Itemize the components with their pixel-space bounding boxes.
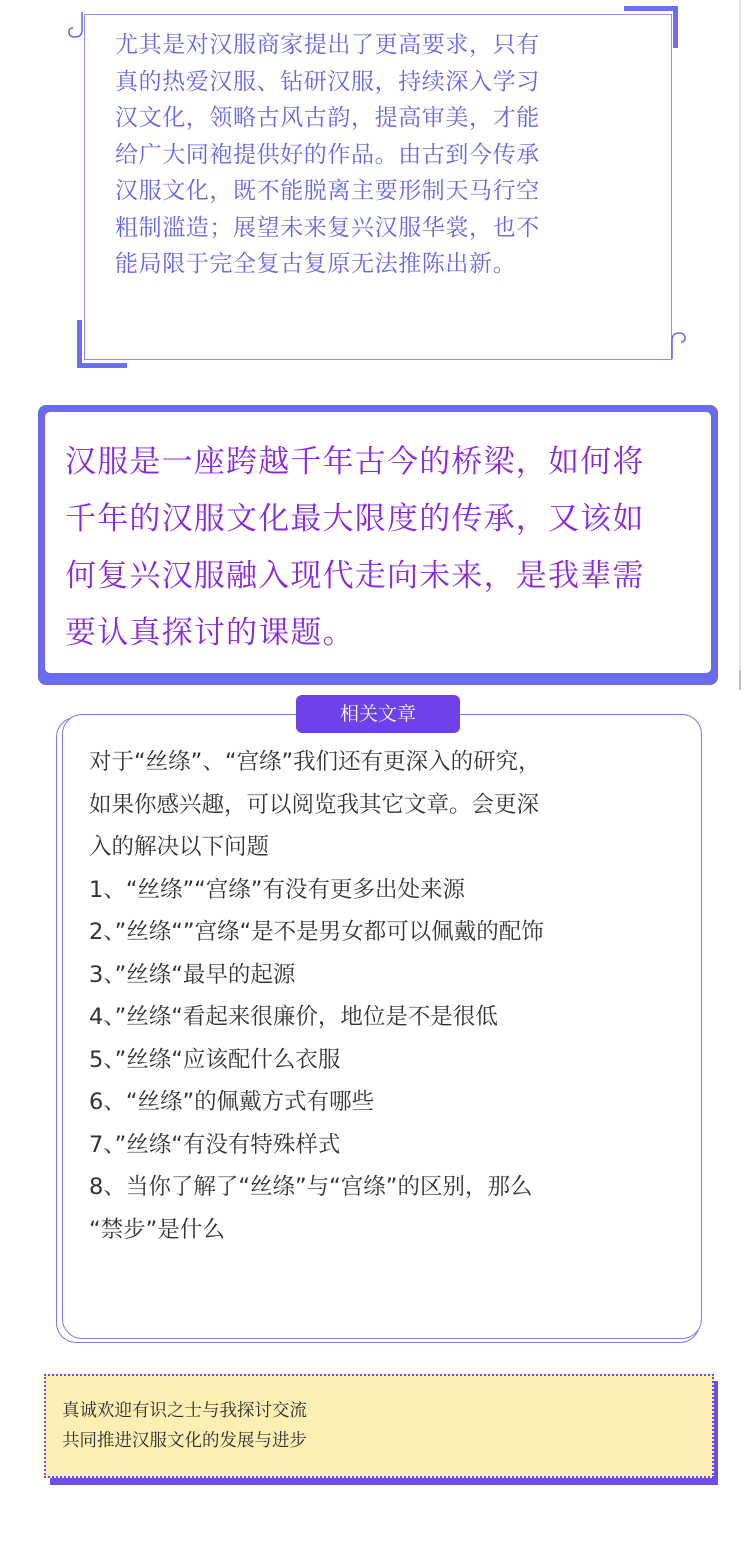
related-line: 如果你感兴趣，可以阅览我其它文章。会更深 — [89, 791, 540, 818]
curl-ornament-icon — [64, 10, 88, 40]
highlight-line: 要认真探讨的课题。 — [65, 615, 355, 651]
closing-note — [44, 1374, 714, 1478]
scroll-thumb[interactable] — [739, 670, 741, 690]
related-item: 7、”丝绦“有没有特殊样式 — [89, 1131, 341, 1158]
note-line: 真诚欢迎有识之士与我探讨交流 — [62, 1401, 307, 1421]
quote-line: 汉文化，领略古风古韵，提高审美，才能 — [115, 105, 540, 131]
related-line: 对于“丝绦”、“宫绦”我们还有更深入的研究， — [89, 749, 541, 775]
quote-line: 给广大同袍提供好的作品。由古到今传承 — [115, 141, 540, 168]
related-articles-tag[interactable]: 相关文章 — [296, 695, 460, 733]
related-item: 4、”丝绦“看起来很廉价，地位是不是很低 — [89, 1004, 498, 1030]
quote-line: 能局限于完全复古复原无法推陈出新。 — [115, 251, 517, 277]
quote-line: 汉服文化，既不能脱离主要形制天马行空 — [115, 178, 540, 204]
scroll-track — [739, 0, 741, 685]
related-item: 8、当你了解了“丝绦”与“宫绦”的区别，那么 — [89, 1174, 533, 1200]
quote-text — [115, 27, 655, 283]
corner-accent-top-right — [673, 6, 678, 48]
highlight-line: 汉服是一座跨越千年古今的桥梁，如何将 — [65, 444, 645, 480]
related-item: 2、”丝绦“”宫绦“是不是男女都可以佩戴的配饰 — [89, 919, 544, 945]
quote-line: 真的热爱汉服、钻研汉服，持续深入学习 — [115, 68, 540, 95]
corner-accent-top-right-h — [624, 6, 678, 11]
curl-ornament-icon — [666, 327, 690, 361]
quote-frame — [84, 14, 672, 360]
highlight-frame — [38, 405, 718, 685]
highlight-text — [65, 434, 695, 662]
highlight-line: 千年的汉服文化最大限度的传承，又该如 — [65, 501, 645, 537]
note-text — [62, 1396, 307, 1456]
related-item: 5、”丝绦“应该配什么衣服 — [89, 1046, 341, 1073]
related-articles-box — [62, 714, 702, 1339]
related-item: “禁步”是什么 — [89, 1216, 225, 1243]
quote-line: 粗制滥造；展望未来复兴汉服华裳，也不 — [115, 214, 540, 241]
highlight-inner — [45, 412, 711, 673]
related-item: 1、“丝绦”“宫绦”有没有更多出处来源 — [89, 876, 465, 903]
related-text — [89, 741, 689, 1251]
quote-line: 尤其是对汉服商家提出了更高要求，只有 — [115, 32, 540, 58]
related-item: 6、“丝绦”的佩戴方式有哪些 — [89, 1089, 375, 1115]
highlight-line: 何复兴汉服融入现代走向未来，是我辈需 — [65, 558, 645, 594]
related-item: 3、”丝绦“最早的起源 — [89, 961, 296, 988]
related-line: 入的解决以下问题 — [89, 834, 270, 860]
corner-accent-bottom-left-h — [77, 363, 127, 368]
note-line: 共同推进汉服文化的发展与进步 — [62, 1431, 307, 1451]
corner-accent-bottom-left — [77, 320, 82, 368]
